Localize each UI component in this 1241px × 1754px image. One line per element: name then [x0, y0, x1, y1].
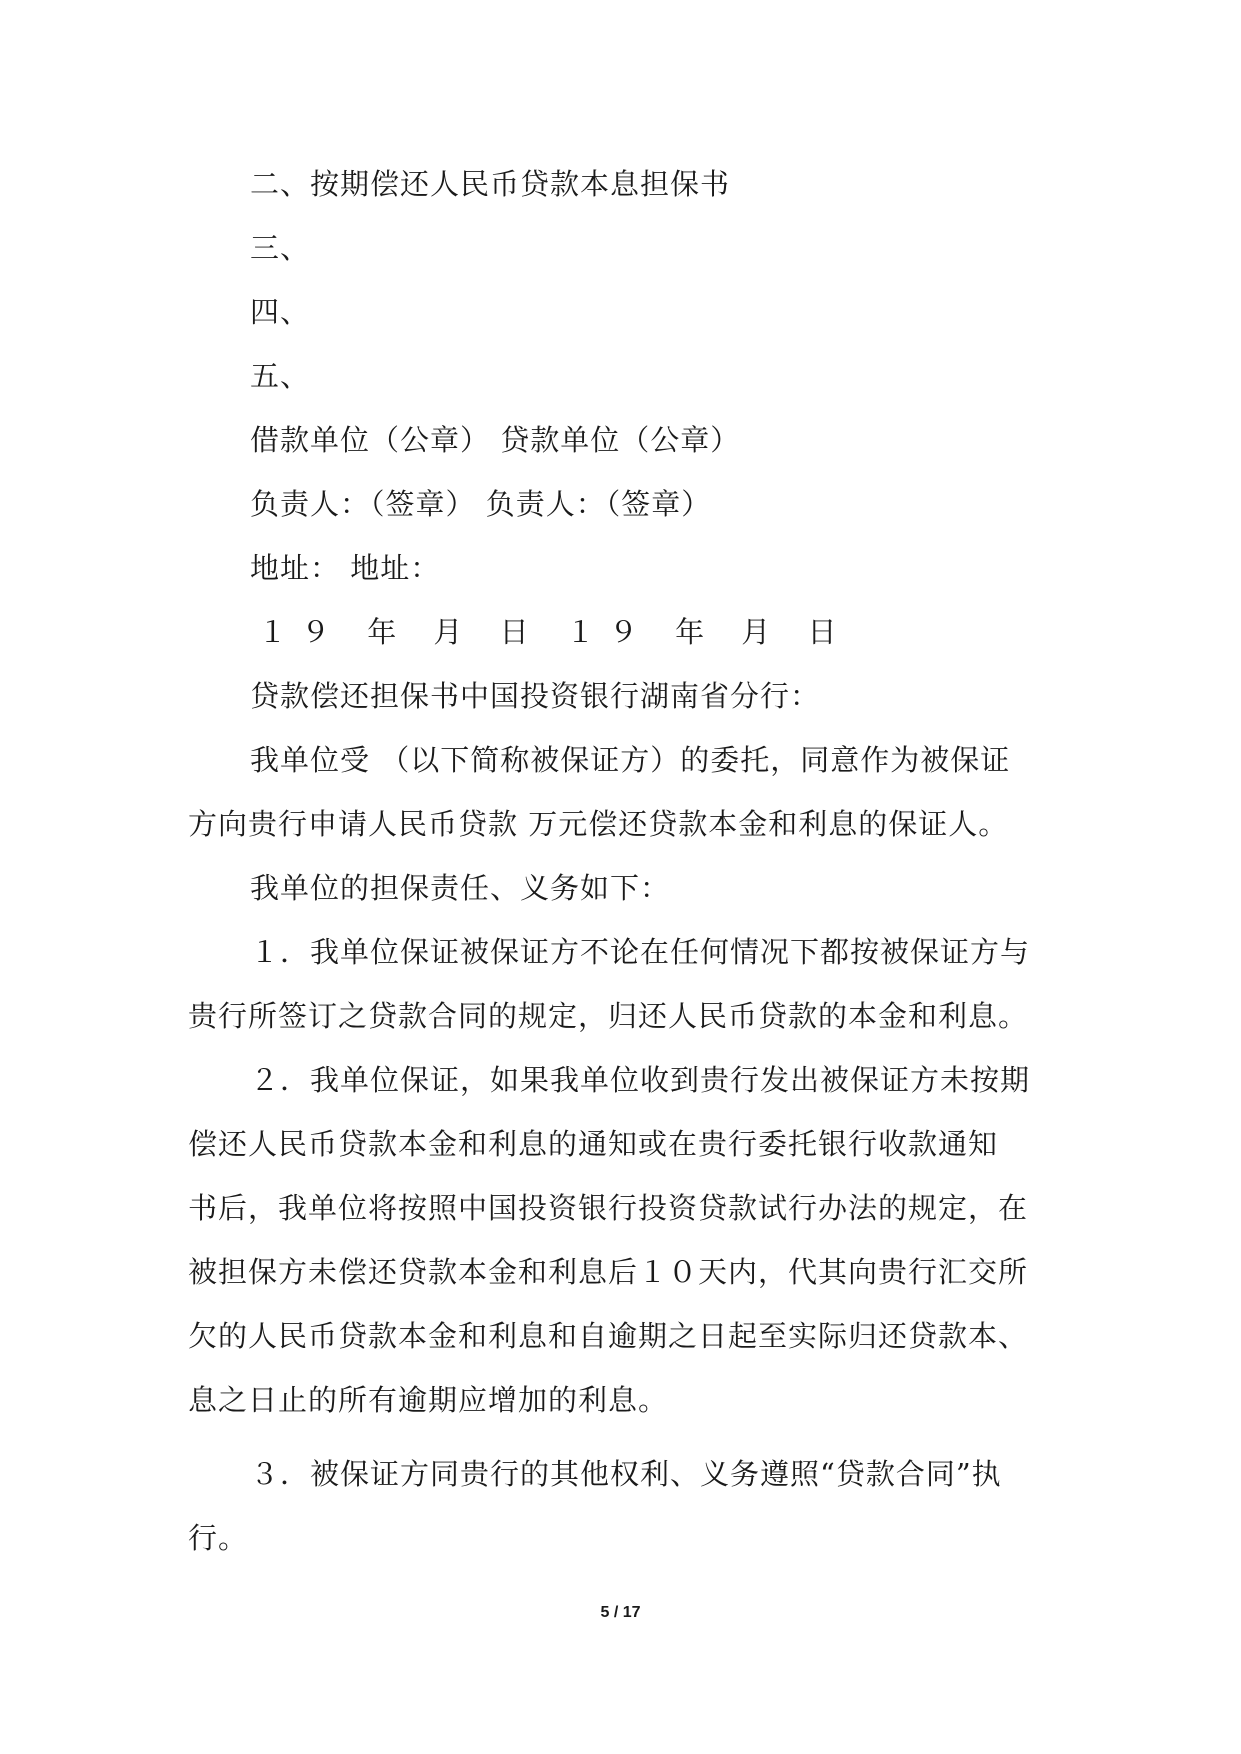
address-line: 地址： 地址：	[250, 551, 441, 585]
paragraph-line: 方向贵行申请人民币贷款 万元偿还贷款本金和利息的保证人。	[188, 807, 1009, 841]
clause-2-line: 欠的人民币贷款本金和利息和自逾期之日起至实际归还贷款本、	[188, 1319, 1029, 1353]
heading-item-four: 四、	[250, 295, 311, 329]
heading-item-five: 五、	[250, 359, 311, 393]
date-line: １９ 年 月 日 １９ 年 月 日	[258, 615, 851, 649]
clause-1-line: １．我单位保证被保证方不论在任何情况下都按被保证方与	[250, 935, 1031, 969]
clause-2-line: 息之日止的所有逾期应增加的利息。	[188, 1383, 669, 1417]
seal-line: 借款单位（公章） 贷款单位（公章）	[250, 423, 741, 457]
paragraph-line: 我单位的担保责任、义务如下：	[250, 871, 671, 905]
page-number: 5 / 17	[600, 1604, 641, 1621]
clause-2-line: 书后，我单位将按照中国投资银行投资贷款试行办法的规定，在	[188, 1191, 1029, 1225]
guarantee-title: 贷款偿还担保书中国投资银行湖南省分行：	[250, 679, 821, 713]
clause-2-line: 被担保方未偿还贷款本金和利息后１０天内，代其向贵行汇交所	[188, 1255, 1029, 1289]
signature-line: 负责人：（签章） 负责人：（签章）	[250, 487, 712, 521]
clause-2-line: 偿还人民币贷款本金和利息的通知或在贵行委托银行收款通知	[188, 1127, 999, 1161]
heading-item-three: 三、	[250, 231, 311, 265]
clause-3-line: ３．被保证方同贵行的其他权利、义务遵照“贷款合同”执	[250, 1457, 1002, 1491]
clause-1-line: 贵行所签订之贷款合同的规定，归还人民币贷款的本金和利息。	[188, 999, 1029, 1033]
clause-2-line: ２．我单位保证，如果我单位收到贵行发出被保证方未按期	[250, 1063, 1031, 1097]
clause-3-line: 行。	[188, 1521, 249, 1555]
paragraph-line: 我单位受 （以下简称被保证方）的委托，同意作为被保证	[250, 743, 1011, 777]
heading-item-two: 二、按期偿还人民币贷款本息担保书	[250, 167, 731, 201]
